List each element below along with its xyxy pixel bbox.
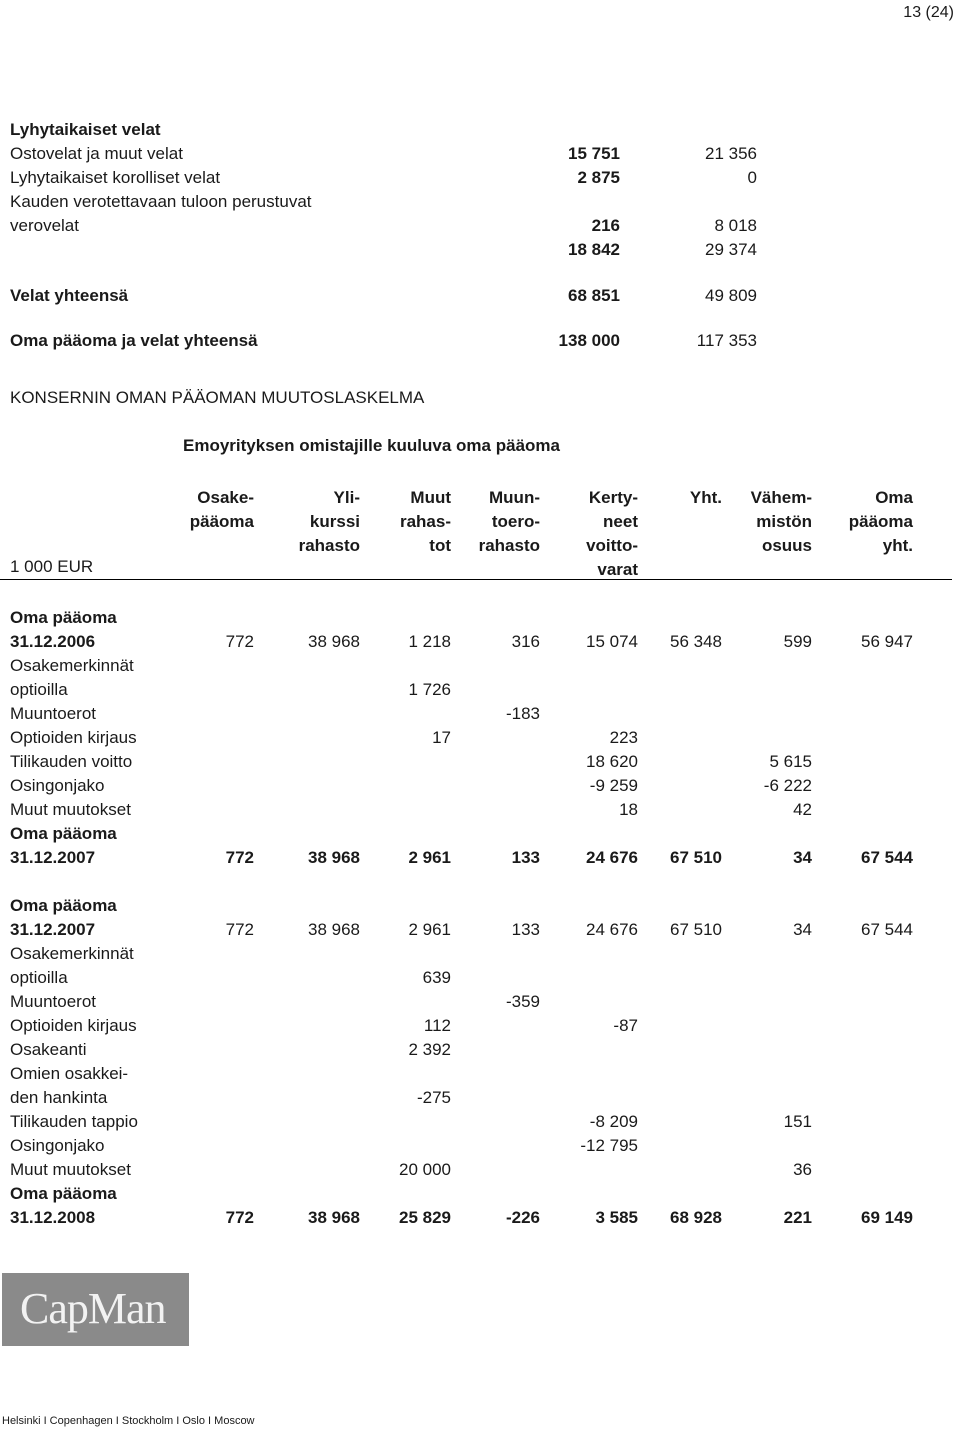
equity-cell: 772 [225,920,254,939]
equity-cell: 133 [511,920,540,939]
equity-cell: -359 [505,992,540,1011]
balance-value-2008: 216 [591,216,620,235]
equity-cell: 133 [511,848,540,867]
equity-cell: 34 [793,920,812,939]
equity-row-label: Muut muutokset [10,1160,131,1179]
column-header: Kerty- neet voitto- varat [586,488,638,579]
equity-row-label: Oma pääoma [10,896,117,915]
equity-cell: 24 676 [586,848,638,867]
column-header: Oma pääoma yht. [848,488,913,555]
section-title: Lyhytaikaiset velat [10,120,161,139]
equity-cell: 2 961 [408,848,451,867]
equity-cell: 2 392 [408,1040,451,1059]
column-header: Osake- pääoma [189,488,254,531]
column-header: Muut rahas- tot [399,488,451,555]
balance-value-2007: 21 356 [705,144,757,163]
equity-cell: 772 [225,1208,254,1227]
equity-cell: 5 615 [769,752,812,771]
equity-cell: -9 259 [589,776,638,795]
equity-cell: 3 585 [595,1208,638,1227]
equity-row-label: Muuntoerot [10,704,96,723]
equity-cell: 639 [422,968,451,987]
balance-value-2007: 8 018 [714,216,757,235]
equity-cell: 67 544 [861,848,913,867]
equity-cell: 316 [511,632,540,651]
footer-cities: Helsinki I Copenhagen I Stockholm I Oslo I Moscow [2,1415,255,1427]
equity-cell: 1 218 [408,632,451,651]
equity-cell: -6 222 [763,776,812,795]
balance-value-2007: 49 809 [705,286,757,305]
header-rule [0,579,952,580]
balance-row-label: verovelat [10,216,79,235]
equity-row-label: Tilikauden tappio [10,1112,138,1131]
equity-cell: 18 [619,800,638,819]
balance-value-2007: 117 353 [696,331,757,350]
unit-label: 1 000 EUR [10,557,94,576]
column-header: Yli- kurssi rahasto [298,488,360,555]
capman-logo: CapMan [2,1273,189,1346]
balance-row-label: Oma pääoma ja velat yhteensä [10,331,258,350]
equity-row-label: optioilla [10,968,68,987]
equity-cell: 68 928 [670,1208,722,1227]
equity-cell: 36 [793,1160,812,1179]
equity-row-label: Omien osakkei- [10,1064,129,1083]
equity-row-label: 31.12.2008 [10,1208,96,1227]
equity-cell: 24 676 [586,920,638,939]
equity-cell: -226 [505,1208,540,1227]
balance-row-label: Velat yhteensä [10,286,129,305]
equity-row-label: 31.12.2007 [10,920,96,939]
equity-row-label: den hankinta [10,1088,108,1107]
equity-row-label: Oma pääoma [10,608,117,627]
group-header: Emoyrityksen omistajille kuuluva oma pääoma [183,436,560,455]
equity-cell: 772 [225,848,254,867]
equity-cell: 38 968 [308,848,360,867]
equity-row-label: Osingonjako [10,776,105,795]
equity-cell: 599 [783,632,812,651]
equity-cell: 38 968 [308,1208,360,1227]
equity-cell: 56 947 [861,632,913,651]
equity-row-label: Osakemerkinnät [10,944,134,963]
equity-cell: 20 000 [399,1160,451,1179]
column-header: Muun- toero- rahasto [478,488,540,555]
equity-row-label: Tilikauden voitto [10,752,133,771]
equity-row-label: Optioiden kirjaus [10,1016,137,1035]
equity-row-label: Optioiden kirjaus [10,728,137,747]
equity-cell: 2 961 [408,920,451,939]
balance-value-2008: 18 842 [568,240,620,259]
equity-cell: 17 [432,728,451,747]
equity-cell: 18 620 [586,752,638,771]
equity-cell: 67 510 [670,920,722,939]
equity-cell: 34 [793,848,812,867]
balance-value-2008: 2 875 [577,168,620,187]
equity-cell: 25 829 [399,1208,451,1227]
equity-row-label: Osakemerkinnät [10,656,134,675]
equity-cell: 112 [423,1016,451,1035]
balance-value-2008: 68 851 [568,286,620,305]
column-header: Yht. [689,488,722,507]
balance-value-2008: 15 751 [568,144,620,163]
equity-cell: -87 [613,1016,638,1035]
equity-cell: 56 348 [670,632,722,651]
balance-value-2007: 0 [747,168,757,187]
equity-cell: -12 795 [580,1136,638,1155]
equity-row-label: Oma pääoma [10,824,117,843]
balance-row-label: Kauden verotettavaan tuloon perustuvat [10,192,312,211]
equity-cell: 38 968 [308,920,360,939]
equity-cell: 151 [783,1112,812,1131]
equity-row-label: 31.12.2007 [10,848,96,867]
balance-row-label: Ostovelat ja muut velat [10,144,183,163]
equity-cell: 772 [225,632,254,651]
equity-cell: 67 544 [861,920,913,939]
equity-title: KONSERNIN OMAN PÄÄOMAN MUUTOSLASKELMA [10,388,425,407]
equity-cell: -275 [416,1088,451,1107]
equity-row-label: Osakeanti [10,1040,87,1059]
equity-cell: 221 [783,1208,812,1227]
equity-cell: 223 [609,728,638,747]
equity-cell: 38 968 [308,632,360,651]
equity-cell: 67 510 [670,848,722,867]
equity-cell: -183 [505,704,540,723]
balance-value-2007: 29 374 [705,240,757,259]
equity-row-label: 31.12.2006 [10,632,96,651]
equity-cell: 69 149 [861,1208,913,1227]
equity-row-label: optioilla [10,680,68,699]
equity-cell: 15 074 [586,632,638,651]
equity-cell: 1 726 [408,680,451,699]
column-headers [0,486,960,579]
column-header: Vähem- mistön osuus [750,488,812,555]
equity-row-label: Oma pääoma [10,1184,117,1203]
balance-row-label: Lyhytaikaiset korolliset velat [10,168,221,187]
equity-row-label: Osingonjako [10,1136,105,1155]
equity-row-label: Muuntoerot [10,992,96,1011]
equity-cell: 42 [793,800,812,819]
equity-cell: -8 209 [589,1112,638,1131]
page-number: 13 (24) [903,4,954,21]
equity-row-label: Muut muutokset [10,800,131,819]
balance-value-2008: 138 000 [558,331,620,350]
